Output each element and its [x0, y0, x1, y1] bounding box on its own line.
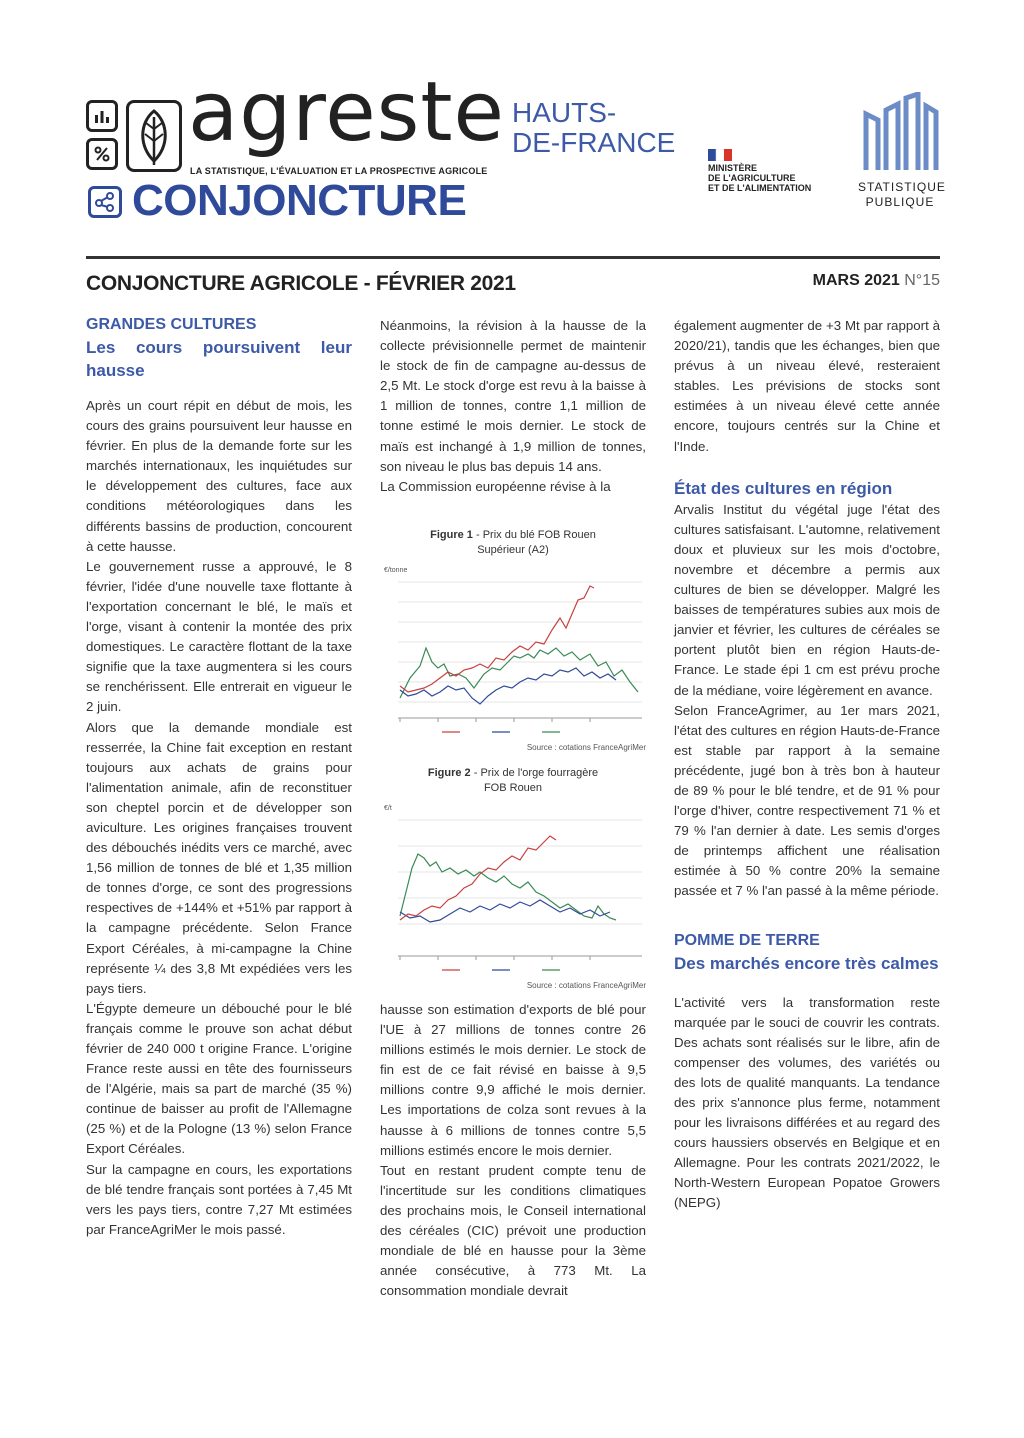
- column-2-bottom: [380, 1000, 646, 1301]
- stat-line-1: STATISTIQUE: [858, 180, 946, 194]
- statistique-publique-logo: [862, 92, 940, 179]
- stat-line-2: PUBLIQUE: [865, 195, 935, 209]
- issue-date: [813, 272, 940, 290]
- paragraph: Le gouvernement russe a approuvé, le 8 février, l'idée d'une nouvelle taxe flottante à l'exportation concernant le blé, le maïs et l'orge, visant à contenir la montée des prix domestiques. Le caractère flottant de la taxe signifie que la taxe augmentera si les cours se renchérissent. Elle entrerait en vigueur le 2 juin.: [86, 558, 352, 715]
- ministry-line-3: ET DE L'ALIMENTATION: [708, 183, 812, 193]
- percent-icon: [86, 138, 118, 170]
- leaf-icon: [126, 100, 182, 172]
- paragraph: Néanmoins, la révision à la hausse de la collecte prévisionnelle permet de maintenir le stock de fin de campagne au-dessus de 2,5 Mt. Le stock d'orge est revu à la baisse à 1 million de tonnes, contre 1,1 million de tonne estimé le mois dernier. Le stock de maïs est inchangé à 1,9 million de tonnes, son niveau le plus bas depuis 14 ans.: [380, 318, 646, 474]
- y-unit-label: €/t: [384, 805, 392, 812]
- series-line-green: [400, 648, 638, 698]
- section-subhead: Des marchés encore très calmes: [674, 953, 939, 973]
- figure-title-line-1: Prix du blé FOB Rouen: [482, 529, 596, 541]
- figure-source: Source : cotations FranceAgriMer: [526, 981, 646, 990]
- column-1: [86, 314, 352, 1240]
- figure-title-line-1: Prix de l'orge fourragère: [480, 767, 599, 779]
- region-line-2: DE-FRANCE: [512, 127, 676, 158]
- figure-label: Figure 1: [430, 529, 473, 541]
- column-3: [674, 316, 940, 1214]
- section-title-etat-cultures: État des cultures en région: [674, 478, 893, 498]
- figure-label: Figure 2: [427, 767, 471, 779]
- bar-chart-icon: [86, 100, 118, 132]
- section-kicker-pomme-de-terre: POMME DE TERRE: [674, 931, 820, 949]
- brand-name: agreste: [188, 65, 505, 160]
- issue-title: CONJONCTURE AGRICOLE - FÉVRIER 2021: [86, 272, 516, 295]
- ministry-line-2: DE L'AGRICULTURE: [708, 173, 796, 183]
- figure-2-chart: [380, 796, 646, 976]
- statistique-publique-label: [858, 180, 946, 210]
- brand-tagline: LA STATISTIQUE, L'ÉVALUATION ET LA PROSPECTIVE AGRICOLE: [190, 166, 488, 176]
- paragraph: Alors que la demande mondiale est resserrée, la Chine fait exception en restant toujours aux achats de grains pour l'alimentation animale, afin de reconstituer son cheptel porcin et de développer son aviculture. Les origines françaises trouvent des débouchés inédits vers ce marché, avec 1,56 million de tonnes de blé et 1,35 million de tonnes d'orge, ce sont des progressions respectives de +144% et +51% par rapport à la campagne précédente. Selon France Export Céréales, à mi-campagne la Chine représente ¼ des 3,8 Mt expédiées vers les pays tiers.: [86, 719, 352, 996]
- figure-title-line-2: Supérieur (A2): [477, 544, 549, 556]
- paragraph: Sur la campagne en cours, les exportations de blé tendre français sont portées à 7,45 Mt vers les pays tiers, contre 7,27 Mt estimées par FranceAgriMer le mois passé.: [86, 1161, 352, 1237]
- paragraph: L'Égypte demeure un débouché pour le blé français comme le prouve son achat début février de 240 000 t origine France. L'origine France reste aussi en tête des fournisseurs de l'Algérie, mais sa part de marché (35 %) continue de baisser au profit de l'Allemagne (25 %) et de la Pologne (13 %) selon France Export Céréales.: [86, 1000, 352, 1157]
- paragraph: L'activité vers la transformation reste marquée par le souci de couvrir les contrats. Des achats sont réalisés sur le libre, afin de compenser des volumes, des variétés ou des lots de qualité manquants. La tendance des prix s'annonce plus ferme, notamment pour les livraisons différées et au regard des cours haussiers observés en Belgique et en Allemagne. Pour les contrats 2021/2022, le North-Western European Popatoe Growers (NEPG): [674, 994, 940, 1211]
- issue-month: MARS 2021: [812, 272, 900, 289]
- figure-caption: Figure 2 - Prix de l'orge fourragère FOB Rouen: [427, 767, 599, 794]
- figure-1: [380, 528, 646, 752]
- y-unit-label: €/tonne: [384, 567, 408, 574]
- figure-caption: Figure 1 - Prix du blé FOB Rouen Supérieur (A2): [430, 529, 596, 556]
- paragraph: La Commission européenne révise à la: [380, 478, 611, 494]
- series-line-blue: [400, 900, 610, 922]
- figure-2: [380, 766, 646, 990]
- ministry-line-1: MINISTÈRE: [708, 163, 758, 173]
- issue-number: N°15: [904, 272, 940, 289]
- ministry-name: [708, 163, 838, 193]
- figure-1-chart: [380, 558, 646, 738]
- region-line-1: HAUTS-: [512, 97, 617, 128]
- section-subhead: Les cours poursuivent leur hausse: [86, 338, 352, 380]
- section-kicker-grandes-cultures: GRANDES CULTURES: [86, 316, 257, 333]
- paragraph: Selon FranceAgrimer, au 1er mars 2021, l'état des cultures en région Hauts-de-France est stable par rapport à la semaine précédente, jugé bon à très bon à hauteur de 89 % pour le blé tendre, et de 91 % pour l'orge d'hiver, contre respectivement 71 % et 79 % l'an dernier à date. Les semis d'orges de printemps affichent une réalisation estimée à 50 % contre 20% la semaine passée et 7 % l'an passé à la même période.: [674, 702, 940, 899]
- series-line-blue: [400, 668, 616, 704]
- paragraph: Tout en restant prudent compte tenu de l'incertitude sur les conditions climatiques des prochains mois, le Conseil international des céréales (CIC) prévoit une production mondiale de blé en hausse pour la 3ème année consécutive, à 773 Mt. La consommation mondiale devrait: [380, 1162, 646, 1299]
- series-line-green: [400, 854, 616, 920]
- agreste-logo-grid: [86, 100, 124, 176]
- figure-title-line-2: FOB Rouen: [483, 782, 543, 794]
- column-2-top: [380, 316, 646, 497]
- region-name: [512, 98, 675, 158]
- paragraph: hausse son estimation d'exports de blé pour l'UE à 27 millions de tonnes contre 26 millions estimés le mois dernier. Le stock de fin est de ce fait révisé en baisse à 9,5 millions contre 9,9 affiché le mois dernier. Les importations de colza sont revues à la hausse à 6 millions de tonnes contre 5,5 millions estimés encore le mois dernier.: [380, 1002, 646, 1158]
- series-title: CONJONCTURE: [132, 176, 467, 225]
- paragraph: Arvalis Institut du végétal juge l'état des cultures satisfaisant. L'automne, relativement doux et pluvieux sur les mois d'octobre, novembre et décembre a permis aux cultures de bien se développer. Malgré les baisses de températures subies aux mois de janvier et février, les cultures de céréales se portent plutôt bien en région Hauts-de-France. Le stade épi 1 cm est prévu proche de la médiane, voire légèrement en avance.: [674, 501, 940, 698]
- figure-source: Source : cotations FranceAgriMer: [526, 743, 646, 752]
- paragraph: également augmenter de +3 Mt par rapport à 2020/21), tandis que les échanges, bien que prévus à un niveau élevé, resteraient stables. Les prévisions de stocks sont estimées à un niveau élevé cette année encore, toujours centrés sur la Chine et l'Inde.: [674, 318, 940, 454]
- network-icon: [88, 186, 122, 218]
- header-rule: [86, 256, 940, 259]
- paragraph: Après un court répit en début de mois, les cours des grains poursuivent leur hausse en février. En plus de la demande forte sur les marchés internationaux, les inquiétudes sur le développement des cultures, face aux conditions météorologiques dans les différents bassins de production, concourent à cette hausse.: [86, 398, 352, 554]
